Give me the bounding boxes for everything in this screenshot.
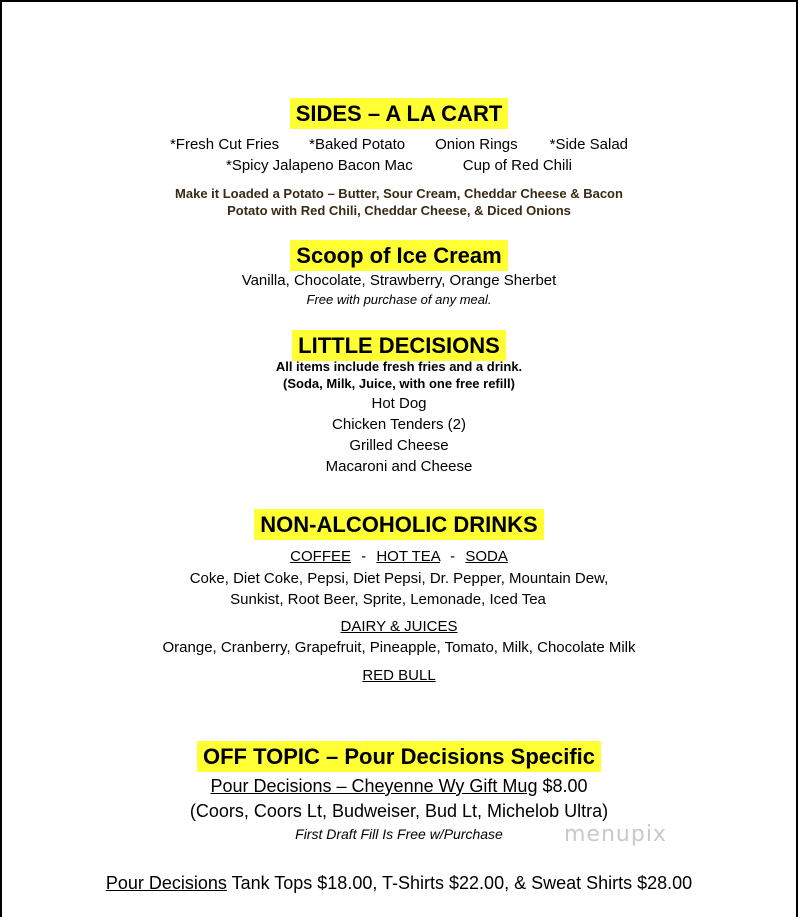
sides-heading: SIDES – A LA CART: [290, 98, 509, 129]
kid-menu-item: Macaroni and Cheese: [325, 458, 473, 475]
side-item: *Fresh Cut Fries: [169, 136, 280, 153]
beer-list: (Coors, Coors Lt, Budweiser, Bud Lt, Michelob Ultra): [189, 801, 609, 821]
off-topic-heading: OFF TOPIC – Pour Decisions Specific: [197, 741, 601, 772]
hot-drinks-row: [0, 548, 798, 565]
draft-fill-note: First Draft Fill Is Free w/Purchase: [295, 826, 503, 842]
off-topic-heading-row: [0, 741, 798, 772]
dairy-list: Orange, Cranberry, Grapefruit, Pineapple, Tomato, Milk, Chocolate Milk: [162, 639, 636, 656]
red-bull-label: RED BULL: [362, 667, 436, 684]
soda-list-2: Sunkist, Root Beer, Sprite, Lemonade, Iced Tea: [230, 591, 546, 608]
separator: -: [450, 548, 456, 565]
gift-mug-price: $8.00: [542, 776, 588, 796]
soda-list-1: Coke, Diet Coke, Pepsi, Diet Pepsi, Dr. Pepper, Mountain Dew,: [189, 570, 609, 587]
watermark: menupix: [564, 822, 667, 847]
separator: -: [361, 548, 367, 565]
sides-row-1: [0, 136, 798, 153]
red-bull-row: [0, 667, 798, 684]
gift-mug-row: [0, 776, 798, 797]
ice-cream-heading: Scoop of Ice Cream: [290, 240, 507, 271]
dairy-heading-row: [0, 618, 798, 635]
kid-menu-item: Chicken Tenders (2): [332, 416, 466, 433]
sides-row-2: [0, 157, 798, 174]
side-item: *Spicy Jalapeno Bacon Mac: [226, 157, 413, 174]
coffee-label: COFFEE: [290, 548, 351, 565]
gift-mug-name: Pour Decisions – Cheyenne Wy Gift Mug: [210, 776, 538, 796]
side-item: *Side Salad: [549, 136, 629, 153]
sides-heading-row: [0, 98, 798, 129]
merch-row: [0, 873, 798, 894]
merch-brand: Pour Decisions: [105, 873, 227, 893]
kid-menu-item: Hot Dog: [371, 395, 427, 412]
little-decisions-note-2: (Soda, Milk, Juice, with one free refill): [283, 376, 515, 391]
ice-cream-flavors: Vanilla, Chocolate, Strawberry, Orange Sherbet: [241, 272, 557, 289]
soda-label: SODA: [465, 548, 508, 565]
page-border-top: [0, 0, 798, 2]
little-decisions-note-1: All items include fresh fries and a drink.: [275, 359, 523, 374]
little-decisions-heading: LITTLE DECISIONS: [292, 330, 506, 361]
side-item: Onion Rings: [435, 136, 518, 153]
ice-cream-note: Free with purchase of any meal.: [306, 292, 492, 307]
little-decisions-heading-row: [0, 330, 798, 361]
ice-cream-heading-row: [0, 240, 798, 271]
side-item: *Baked Potato: [309, 136, 406, 153]
dairy-juices-label: DAIRY & JUICES: [340, 618, 458, 635]
kid-menu-item: Grilled Cheese: [349, 437, 449, 454]
drinks-heading-row: [0, 509, 798, 540]
drinks-heading: NON-ALCOHOLIC DRINKS: [254, 509, 543, 540]
loaded-potato-line-1: Make it Loaded a Potato – Butter, Sour Cream, Cheddar Cheese & Bacon: [175, 186, 623, 201]
merch-prices: Tank Tops $18.00, T-Shirts $22.00, & Sweat Shirts $28.00: [231, 873, 693, 893]
hot-tea-label: HOT TEA: [376, 548, 440, 565]
side-item: Cup of Red Chili: [462, 157, 572, 174]
loaded-potato-line-2: Potato with Red Chili, Cheddar Cheese, & Diced Onions: [227, 203, 571, 218]
